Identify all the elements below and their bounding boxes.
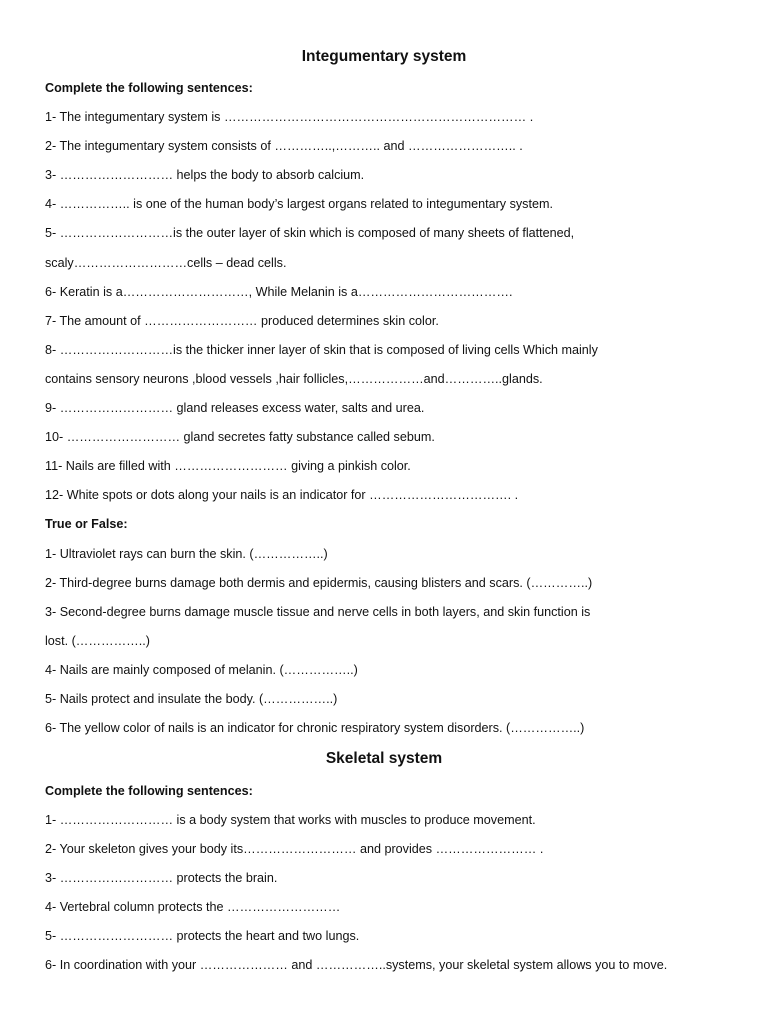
question-line: 2- The integumentary system consists of …………..,……….. and …………………….. . [45, 139, 523, 153]
question-line: 5- ……………………… protects the heart and two lungs. [45, 929, 360, 943]
question-line: 6- Keratin is a…………………………, While Melanin is a………………………………. [45, 285, 513, 299]
question-line: 12- White spots or dots along your nails is an indicator for ……………………………. . [45, 488, 519, 502]
question-line: 3- ……………………… protects the brain. [45, 871, 278, 885]
question-line: 4- …………….. is one of the human body’s largest organs related to integumentary system. [45, 197, 553, 211]
question-line: 2- Your skeleton gives your body its……………………… and provides …………………… . [45, 842, 544, 856]
question-line: 10- ……………………… gland secretes fatty substance called sebum. [45, 430, 435, 444]
complete-sentences-heading: Complete the following sentences: [45, 784, 253, 798]
question-line: 3- ……………………… helps the body to absorb calcium. [45, 168, 365, 182]
true-false-line: 6- The yellow color of nails is an indicator for chronic respiratory system disorders. (……………..) [45, 721, 585, 735]
true-false-line: 3- Second-degree burns damage muscle tissue and nerve cells in both layers, and skin function is [45, 605, 591, 619]
question-line: 11- Nails are filled with ……………………… giving a pinkish color. [45, 459, 411, 473]
true-false-line: 5- Nails protect and insulate the body. (……………..) [45, 692, 338, 706]
true-false-heading: True or False: [45, 517, 128, 531]
question-line: 9- ……………………… gland releases excess water, salts and urea. [45, 401, 425, 415]
true-false-line: 2- Third-degree burns damage both dermis and epidermis, causing blisters and scars. (…………..) [45, 576, 593, 590]
question-line: 1- ……………………… is a body system that works with muscles to produce movement. [45, 813, 536, 827]
true-false-line-continued: lost. (……………..) [45, 634, 150, 648]
question-line-continued: contains sensory neurons ,blood vessels ,hair follicles,………………and…………..glands. [45, 372, 543, 386]
true-false-line: 1- Ultraviolet rays can burn the skin. (……………..) [45, 547, 328, 561]
question-line-continued: scaly………………………cells – dead cells. [45, 256, 287, 270]
true-false-line: 4- Nails are mainly composed of melanin. (……………..) [45, 663, 358, 677]
question-line: 5- ………………………is the outer layer of skin which is composed of many sheets of flattened, [45, 226, 575, 240]
question-line: 6- In coordination with your ………………… and ……………..systems, your skeletal system allows you to move. [45, 958, 668, 972]
question-line: 4- Vertebral column protects the ……………………… [45, 900, 341, 914]
section-title-integumentary: Integumentary system [301, 48, 467, 65]
complete-sentences-heading: Complete the following sentences: [45, 81, 253, 95]
question-line: 7- The amount of ……………………… produced determines skin color. [45, 314, 439, 328]
question-line: 8- ………………………is the thicker inner layer of skin that is composed of living cells Which mainly [45, 343, 598, 357]
question-line: 1- The integumentary system is ……………………………………………………………… . [45, 110, 534, 124]
section-title-skeletal: Skeletal system [325, 750, 443, 767]
